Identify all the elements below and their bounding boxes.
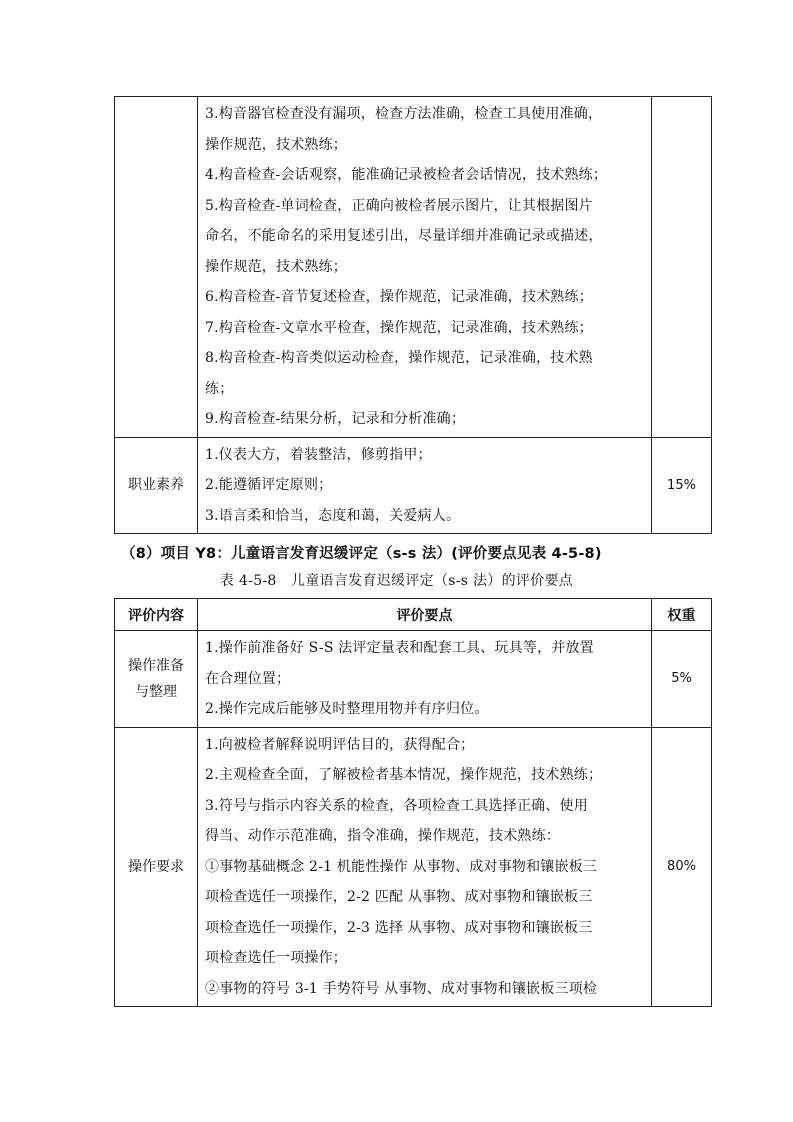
evaluation-table-continued [114,96,712,534]
list-item: 3.符号与指示内容关系的检查，各项检查工具选择正确、使用 [205,797,588,814]
weight-cell [652,727,712,1007]
list-item: 项检查选任一项操作，2-3 选择 从事物、成对事物和镶嵌板三 [205,919,593,936]
header-weight: 权重 [652,599,712,631]
list-item: 1.仪表大方，着装整洁，修剪指甲； [205,446,432,463]
list-item: 命名，不能命名的采用复述引出，尽量详细并准确记录或描述， [205,228,603,244]
evaluation-points-cell [198,727,652,1007]
list-item: ②事物的符号 3-1 手势符号 从事物、成对事物和镶嵌板三项检 [205,980,598,997]
weight-value: 80% [667,859,696,875]
list-item: 4.构音检查-会话观察，能准确记录被检者会话情况，技术熟练； [205,167,608,183]
list-item: 操作规范，技术熟练； [205,136,347,153]
list-item: 1.向被检者解释说明评估目的，获得配合； [205,736,475,753]
list-item: 2.主观检查全面，了解被检者基本情况，操作规范，技术熟练； [205,767,603,783]
list-item: 2.能遵循评定原则； [205,477,333,493]
evaluation-points-cell [198,97,652,438]
list-item: 3.构音器官检查没有漏项，检查方法准确，检查工具使用准确， [205,106,603,122]
row-label-cell [115,437,198,534]
header-evaluation-content: 评价内容 [115,599,198,631]
table-header-row [115,599,712,631]
row-label-cell [115,631,198,728]
list-item: 5.构音检查-单词检查，正确向被检者展示图片，让其根据图片 [205,197,593,214]
weight-value: 5% [671,671,692,687]
table-row [115,727,712,1007]
list-item: ①事物基础概念 2-1 机能性操作 从事物、成对事物和镶嵌板三 [205,858,598,875]
row-label-cell [115,727,198,1007]
evaluation-points-cell [198,631,652,728]
evaluation-table [114,598,712,1007]
list-item: 操作规范，技术熟练； [205,258,347,275]
table-row [115,631,712,728]
header-evaluation-points: 评价要点 [198,599,652,631]
list-item: 得当、动作示范准确，指令准确，操作规范，技术熟练： [205,828,560,844]
weight-value: 15% [667,477,696,493]
section-heading: （8）项目 Y8：儿童语言发育迟缓评定（s-s 法）(评价要点见表 4-5-8) [121,546,602,562]
row-label: 职业素养 [128,477,184,494]
list-item: 3.语言柔和恰当，态度和蔼，关爱病人。 [205,507,461,524]
table-caption: 表 4-5-8 儿童语言发育迟缓评定（s-s 法）的评价要点 [219,573,574,589]
list-item: 项检查选任一项操作，2-2 匹配 从事物、成对事物和镶嵌板三 [205,889,593,905]
list-item: 项检查选任一项操作； [205,950,347,966]
list-item: 2.操作完成后能够及时整理用物并有序归位。 [205,701,489,717]
list-item: 练； [205,380,234,397]
list-item: 8.构音检查-构音类似运动检查，操作规范，记录准确，技术熟 [205,350,593,366]
list-item: 6.构音检查-音节复述检查，操作规范，记录准确，技术熟练； [205,289,593,305]
table-row [115,97,712,438]
row-label-line: 操作要求 [128,858,184,875]
row-label-cell [115,97,198,438]
weight-cell [652,437,712,534]
row-label-line: 操作准备 [128,657,184,674]
list-item: 7.构音检查-文章水平检查，操作规范，记录准确，技术熟练； [205,319,593,336]
list-item: 9.构音检查-结果分析，记录和分析准确； [205,411,466,427]
list-item: 1.操作前准备好 S-S 法评定量表和配套工具、玩具等，并放置 [205,640,594,656]
weight-cell [652,97,712,438]
row-label-line: 与整理 [135,683,177,700]
evaluation-points-cell [198,437,652,534]
list-item: 在合理位置； [205,670,291,687]
table-row [115,437,712,534]
weight-cell [652,631,712,728]
